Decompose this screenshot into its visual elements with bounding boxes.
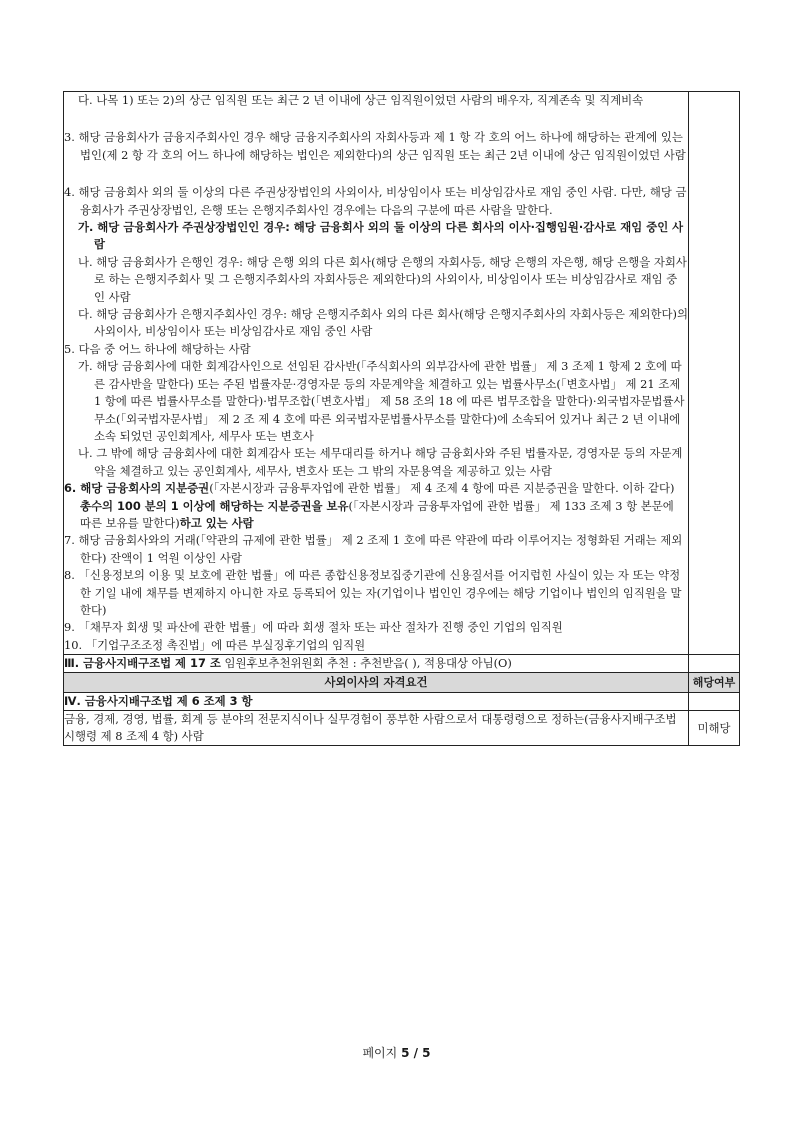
item6-bold-c: 총수의 100 분의 1 이상에 해당하는 지분증권을 보유 <box>80 498 349 513</box>
item6-bold-a: 6. 해당 금융회사의 지분증권 <box>64 481 210 496</box>
footer-current: 5 <box>401 1046 410 1060</box>
item7: 7. 해당 금융회사와의 거래(「약관의 규제에 관한 법률」 제 2 조제 1 호에 따른 약관에 따라 이루어지는 정형화된 거래는 제외한다) 잔액이 1 억원 이상인 사람 <box>64 533 683 565</box>
section3-side-cell <box>689 655 740 673</box>
section3-cell <box>64 655 689 673</box>
section2-side-cell <box>689 92 740 655</box>
section4-title: Ⅳ. 금융사지배구조법 제 6 조제 3 항 <box>64 694 253 709</box>
section2-row <box>64 92 740 655</box>
section3-title: Ⅲ. 금융사지배구조법 제 17 조 <box>64 656 221 671</box>
item4-ga: 가. 해당 금융회사가 주권상장법인인 경우: 해당 금융회사 외의 둘 이상의 다른 회사의 이사·집행임원·감사로 재임 중인 사람 <box>78 220 684 252</box>
footer-sep: / <box>409 1046 423 1060</box>
header-side: 해당여부 <box>689 673 740 693</box>
section4-title-row <box>64 693 740 711</box>
section4-title-side <box>689 693 740 711</box>
item6-text-d: (「자본시장과 금융투자업에 관한 법률」 제 133 조제 3 항 본문에 따른 보유를 말한다) <box>80 498 674 530</box>
item6 <box>64 480 688 532</box>
header-row <box>64 673 740 693</box>
section2-body <box>64 92 689 655</box>
item9: 9. 「채무자 회생 및 파산에 관한 법률」에 따라 회생 절차 또는 파산 절차가 진행 중인 기업의 임직원 <box>64 620 563 635</box>
item2-da: 다. 나목 1) 또는 2)의 상근 임직원 또는 최근 2 년 이내에 상근 임직원이었던 사람의 배우자, 직계존속 및 직계비속 <box>78 93 644 107</box>
section4-title-cell <box>64 693 689 711</box>
item8: 8. 「신용정보의 이용 및 보호에 관한 법률」에 따른 종합신용정보집중기관에 신용질서를 어지럽힌 사실이 있는 자 또는 약정한 기일 내에 채무를 변제하지 아니한 자로 등록되어 있는 자(기업이나 법인인 경우에는 해당 기업이나 법인의 임직원을 말한다) <box>64 568 682 617</box>
footer-total: 5 <box>422 1046 431 1060</box>
item5-na: 나. 그 밖에 해당 금융회사에 대한 회계감사 또는 세무대리를 하거나 해당 금융회사와 주된 법률자문, 경영자문 등의 자문계약을 체결하고 있는 공인회계사, 세무사, 변호사 또는 그 밖의 자문용역을 제공하고 있는 사람 <box>78 446 683 478</box>
item4: 4. 해당 금융회사 외의 둘 이상의 다른 주권상장법인의 사외이사, 비상임이사 또는 비상임감사로 재임 중인 사람. 다만, 해당 금융회사가 주권상장법인, 은행 또는 은행지주회사인 경우에는 다음의 구분에 따른 사람을 말한다. <box>64 185 687 217</box>
item10: 10. 「기업구조조정 촉진법」에 따른 부실징후기업의 임직원 <box>64 637 366 652</box>
section4-status: 미해당 <box>689 711 740 746</box>
section3-text: 임원후보추천위원회 추천 : 추천받음( ), 적용대상 아님(O) <box>220 656 512 671</box>
page-footer <box>0 1044 793 1061</box>
item6-bold-e: 하고 있는 사람 <box>179 515 254 530</box>
item3: 3. 해당 금융회사가 금융지주회사인 경우 해당 금융지주회사의 자회사등과 제 1 항 각 호의 어느 하나에 해당하는 관계에 있는 법인(제 2 항 각 호의 어느 하나에 해당하는 법인은 제외한다)의 상근 임직원 또는 최근 2년 이내에 상근 임직원이었던 사람 <box>64 130 686 162</box>
item4-da: 다. 해당 금융회사가 은행지주회사인 경우: 해당 은행지주회사 외의 다른 회사(해당 은행지주회사의 자회사등은 제외한다)의 사외이사, 비상임이사 또는 비상임감사로 재임 중인 사람 <box>78 307 688 339</box>
item4-na: 나. 해당 금융회사가 은행인 경우: 해당 은행 외의 다른 회사(해당 은행의 자회사등, 해당 은행의 자은행, 해당 은행을 자회사로 하는 은행지주회사 및 그 은행지주회사의 자회사등은 제외한다)의 사외이사, 비상임이사 또는 비상임감사로 재임 중인 사람 <box>78 254 687 304</box>
section4-body-row <box>64 711 740 746</box>
footer-prefix: 페이지 <box>362 1046 402 1060</box>
item5: 5. 다음 중 어느 하나에 해당하는 사람 <box>64 341 251 356</box>
item6-text-b: (「자본시장과 금융투자업에 관한 법률」 제 4 조제 4 항에 따른 지분증권을 말한다. 이하 같다) <box>209 481 675 496</box>
section4-text: 금융, 경제, 경영, 법률, 회계 등 분야의 전문지식이나 실무경험이 풍부한 사람으로서 대통령령으로 정하는(금융사지배구조법 시행령 제 8 조제 4 항) 사람 <box>64 711 689 746</box>
section3-row <box>64 655 740 673</box>
header-main: 사외이사의 자격요건 <box>64 673 689 693</box>
qualification-table <box>63 91 740 746</box>
item5-ga: 가. 해당 금융회사에 대한 회계감사인으로 선임된 감사반(「주식회사의 외부감사에 관한 법률」 제 3 조제 1 항제 2 호에 따른 감사반을 말한다) 또는 주된 법률자문·경영자문 등의 자문계약을 체결하고 있는 법률사무소(「변호사법」 제 21 조제 1 항에 따른 법률사무소를 말한다)·법무조합(「변호사법」 제 58 조의 18 에 따른 법무조합을 말한다)·외국법자문법률사무소(「외국법자문사법」 제 2 조 제 4 호에 따른 외국법자문법률사무소를 말한다)에 소속되어 있거나 최근 2 년 이내에 소속 되었던 공인회계사, 세무사 또는 변호사 <box>78 359 685 443</box>
